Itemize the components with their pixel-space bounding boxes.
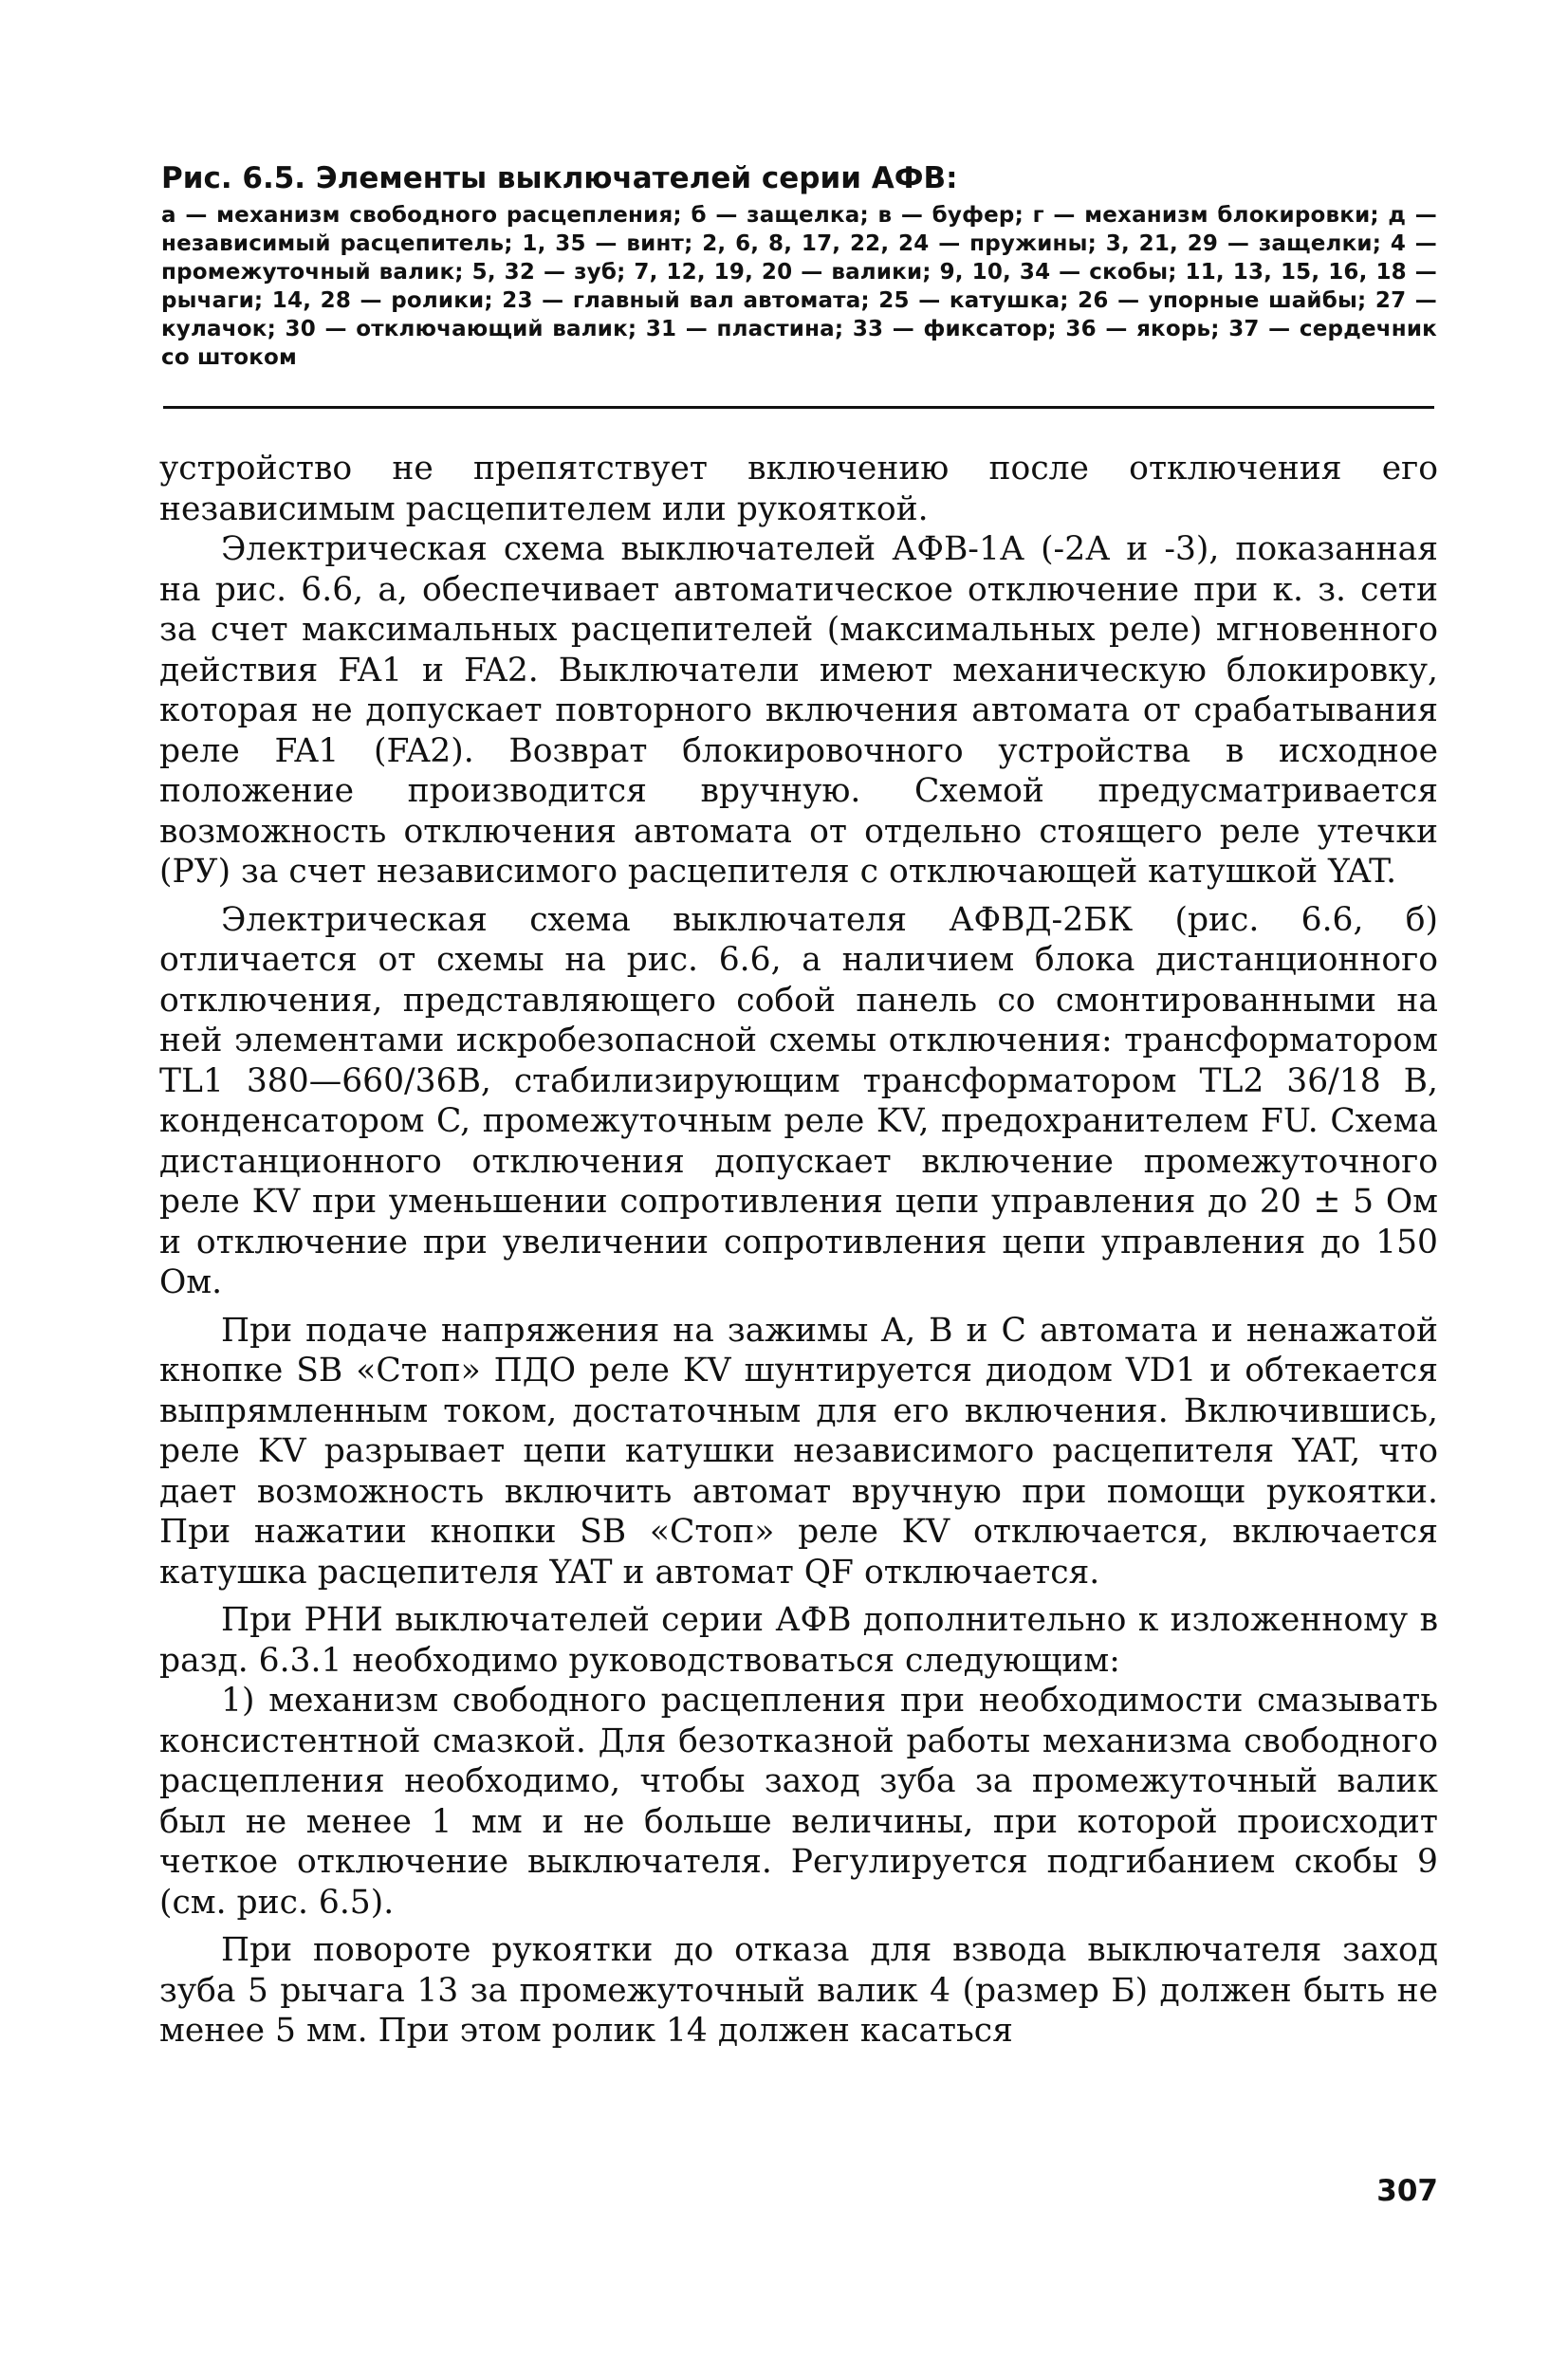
- figure-caption-legend: а — механизм свободного расцепления; б — защелка; в — буфер; г — механизм блокировки; д — независимый расцепитель; 1, 35 — винт; 2, 6, 8, 17, 22, 24 — пружины; 3, 21, 29 — защелки; 4 — промежуточный валик; 5, 32 — зуб; 7, 12, 19, 20 — валики; 9, 10, 34 — скобы; 11, 13, 15, 16, 18 — рычаги; 14, 28 — ролики; 23 — главный вал автомата; 25 — катушка; 26 — упорные шайбы; 27 — кулачок; 30 — отключающий валик; 31 — пластина; 33 — фиксатор; 36 — якорь; 37 — сердечник со штоком: [161, 203, 1437, 370]
- paragraph: устройство не препятствует включению после отключения его независимым расцепителем или рукояткой.: [159, 450, 1438, 528]
- paragraph: При подаче напряжения на зажимы A, B и C автомата и ненажатой кнопке SB «Стоп» ПДО реле KV шунтируется диодом VD1 и обтекается выпрямленным током, достаточным для его включения. Включившись, реле KV разрывает цепи катушки независимого расцепителя YAT, что дает возможность включить автомат вручную при помощи рукоятки. При нажатии кнопки SB «Стоп» реле KV отключается, включается катушка расцепителя YAT и автомат QF отключается.: [159, 1311, 1438, 1592]
- paragraph: Электрическая схема выключателя АФВД-2БК (рис. 6.6, б) отличается от схемы на рис. 6.6, а наличием блока дистанционного отключения, представляющего собой панель со смонтированными на ней элементами искробезопасной схемы отключения: трансформатором TL1 380—660/36В, стабилизирующим трансформатором TL2 36/18 В, конденсатором C, промежуточным реле KV, предохранителем FU. Схема дистанционного отключения допускает включение промежуточного реле KV при уменьшении сопротивления цепи управления до 20 ± 5 Ом и отключение при увеличении сопротивления цепи управления до 150 Ом.: [159, 900, 1438, 1301]
- body-text: [159, 449, 1438, 2052]
- figure-caption-title: Рис. 6.5. Элементы выключателей серии АФВ:: [161, 161, 958, 195]
- paragraph: Электрическая схема выключателей АФВ-1А (-2А и -3), показанная на рис. 6.6, а, обеспечивает автоматическое отключение при к. з. сети за счет максимальных расцепителей (максимальных реле) мгновенного действия FA1 и FA2. Выключатели имеют механическую блокировку, которая не допускает повторного включения автомата от срабатывания реле FA1 (FA2). Возврат блокировочного устройства в исходное положение производится вручную. Схемой предусматривается возможность отключения автомата от отдельно стоящего реле утечки (РУ) за счет независимого расцепителя с отключающей катушкой YAT.: [159, 530, 1438, 891]
- figure-caption: [161, 159, 1437, 372]
- page-number: 307: [1376, 2174, 1438, 2208]
- paragraph: 1) механизм свободного расцепления при необходимости смазывать консистентной смазкой. Для безотказной работы механизма свободного расцепления необходимо, чтобы заход зуба за промежуточный валик был не менее 1 мм и не больше величины, при которой происходит четкое отключение выключателя. Регулируется подгибанием скобы 9 (см. рис. 6.5).: [159, 1682, 1438, 1922]
- paragraph: При РНИ выключателей серии АФВ дополнительно к изложенному в разд. 6.3.1 необходимо руководствоваться следующим:: [159, 1601, 1438, 1680]
- separator-rule: [163, 406, 1434, 409]
- paragraph: При повороте рукоятки до отказа для взвода выключателя заход зуба 5 рычага 13 за промежуточный валик 4 (размер Б) должен быть не менее 5 мм. При этом ролик 14 должен касаться: [159, 1931, 1438, 2050]
